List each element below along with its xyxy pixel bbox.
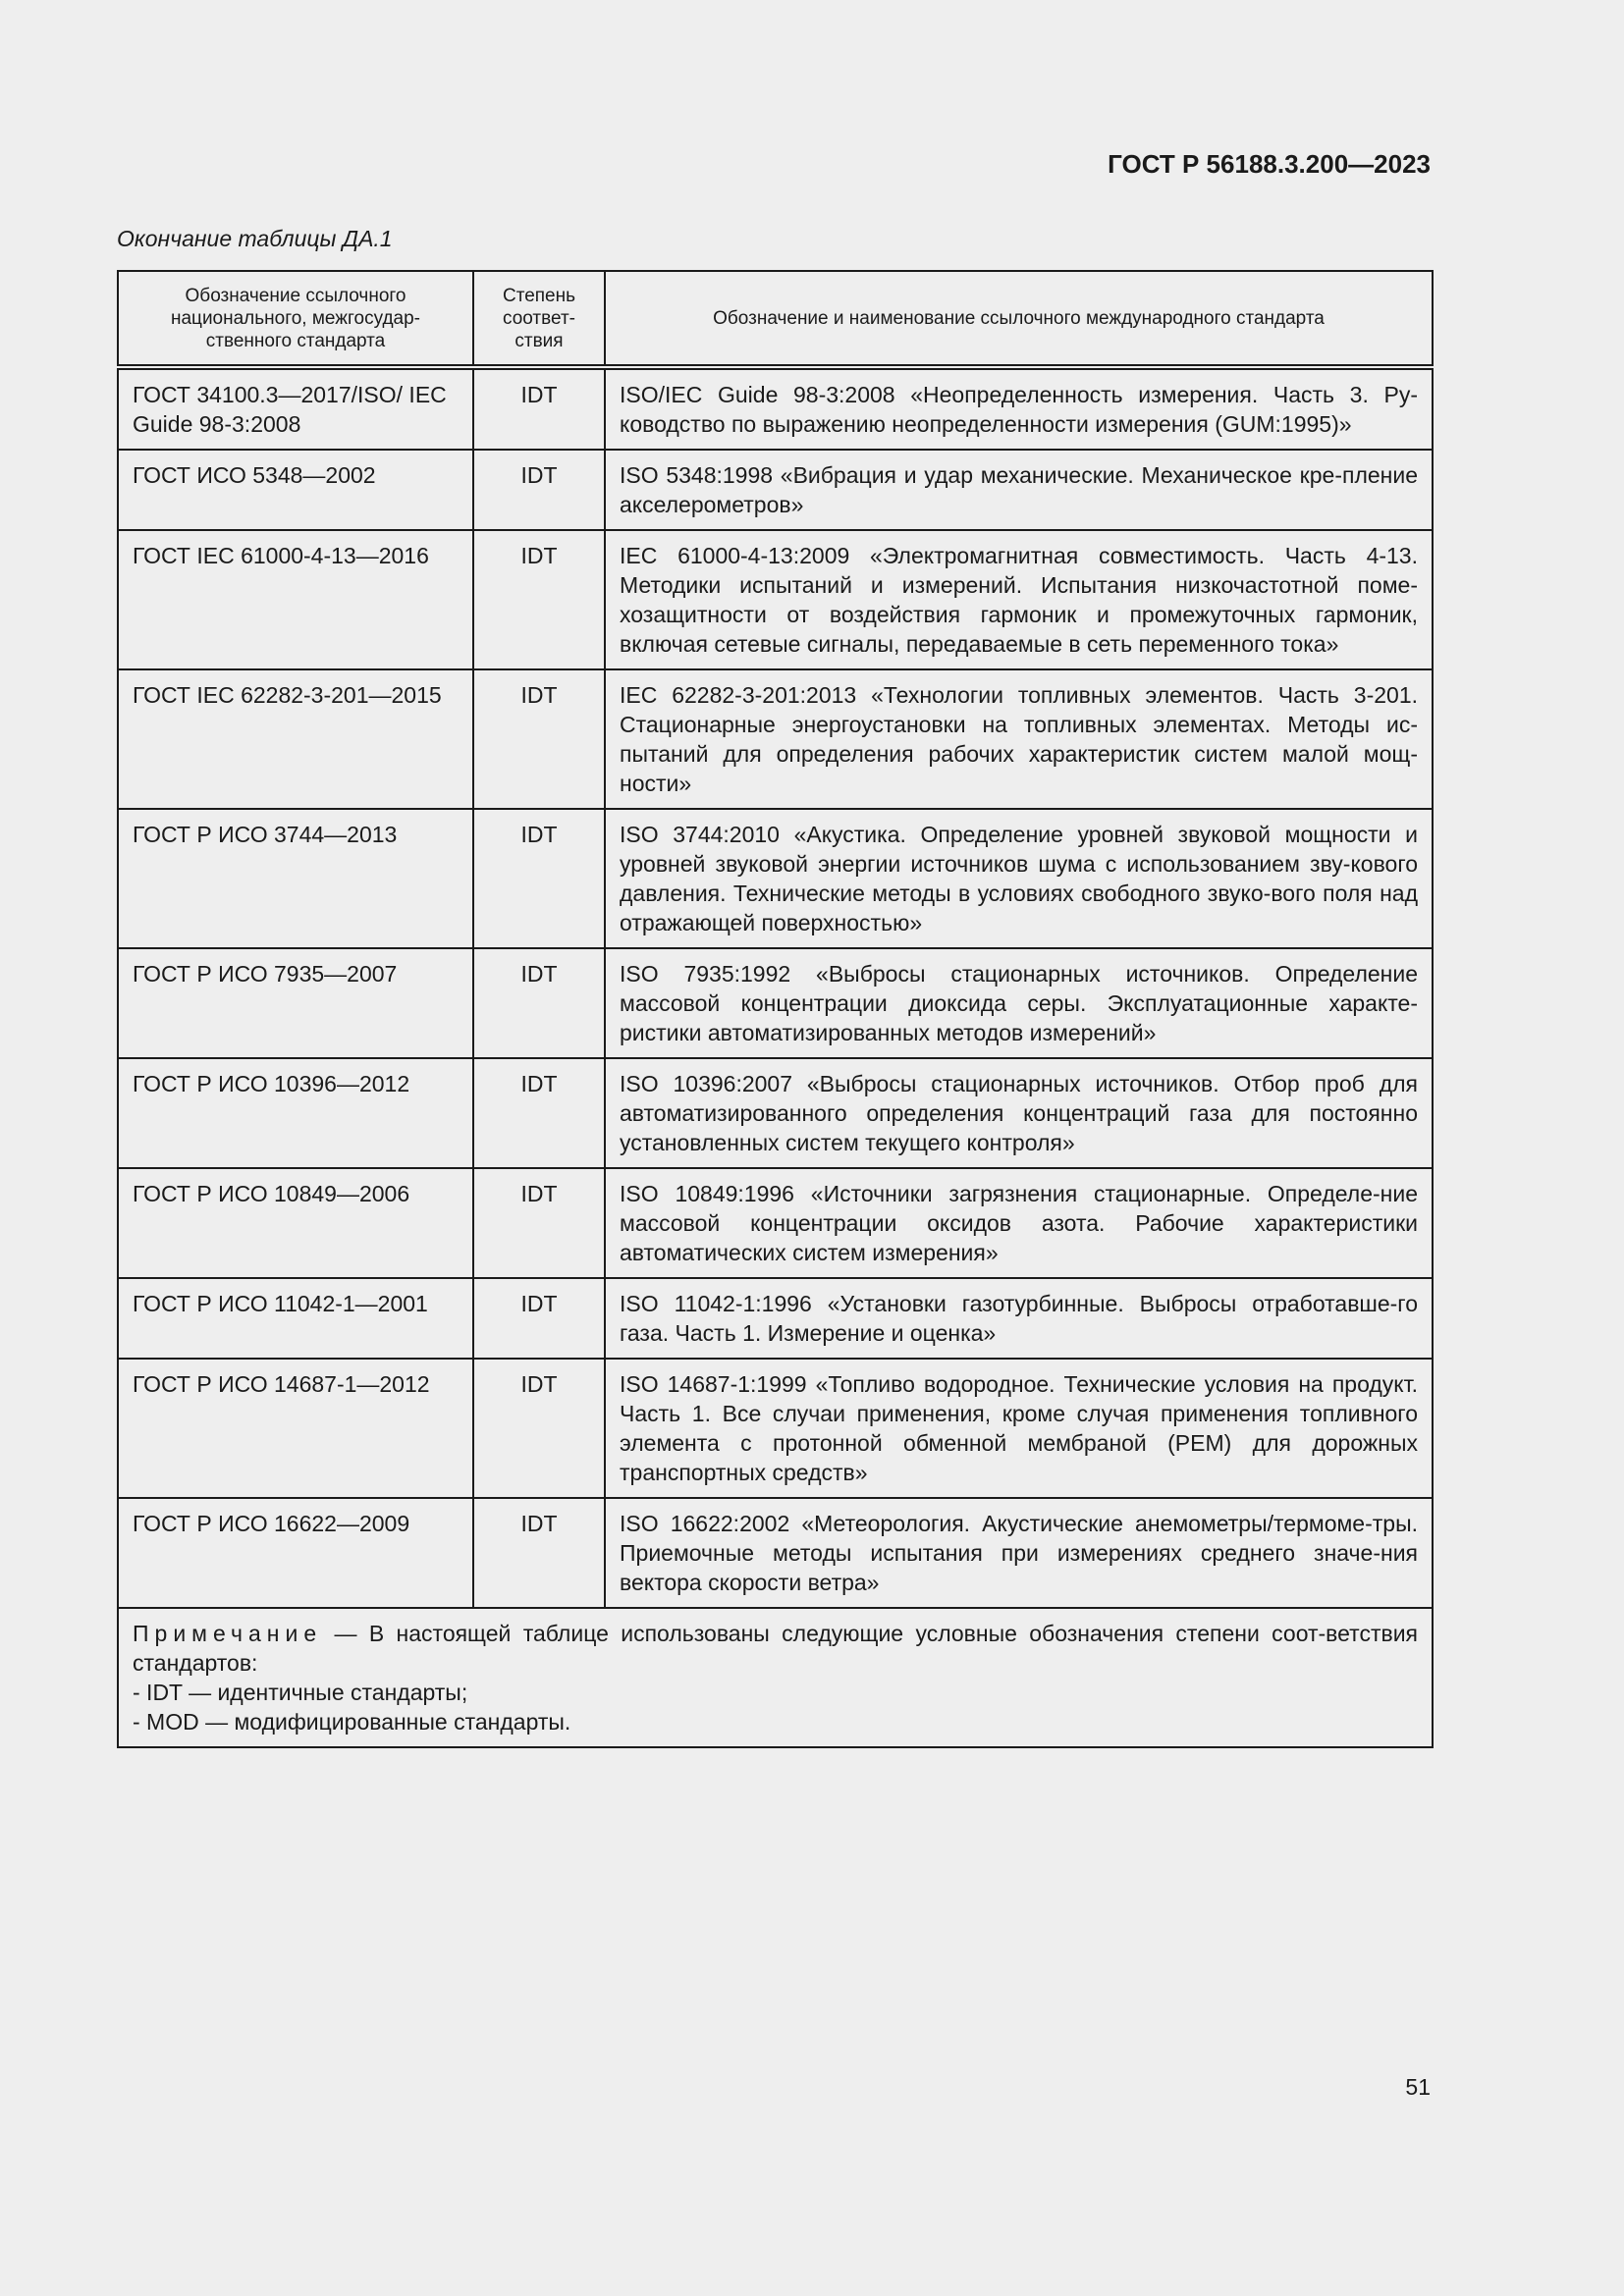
national-standard-cell: ГОСТ IEC 61000-4-13—2016 <box>118 530 473 669</box>
national-standard-cell: ГОСТ Р ИСО 7935—2007 <box>118 948 473 1058</box>
note-paragraph <box>133 1619 1418 1678</box>
table-row <box>118 450 1433 530</box>
column-header-degree: Степень соответ-ствия <box>473 271 605 367</box>
page-number: 51 <box>1405 2074 1431 2100</box>
international-standard-cell: ISO 10396:2007 «Выбросы стационарных источников. Отбор проб для автоматизированного определения концентраций газа для постоянно установленных систем текущего контроля» <box>605 1058 1433 1168</box>
table-row <box>118 1498 1433 1608</box>
international-standard-cell: ISO 7935:1992 «Выбросы стационарных источников. Определение массовой концентрации диоксида серы. Эксплуатационные характе-ристики автоматизированных методов измерений» <box>605 948 1433 1058</box>
degree-cell: IDT <box>473 1058 605 1168</box>
international-standard-cell: ISO 16622:2002 «Метеорология. Акустические анемометры/термоме-тры. Приемочные методы испытания при измерениях среднего значе-ния вектора скорости ветра» <box>605 1498 1433 1608</box>
national-standard-cell: ГОСТ Р ИСО 10849—2006 <box>118 1168 473 1278</box>
note-item-mod: - MOD — модифицированные стандарты. <box>133 1709 571 1735</box>
reference-standards-table <box>117 270 1434 1748</box>
national-standard-cell: ГОСТ ИСО 5348—2002 <box>118 450 473 530</box>
table-row <box>118 1278 1433 1359</box>
table-row <box>118 1168 1433 1278</box>
table-row <box>118 367 1433 450</box>
column-header-international: Обозначение и наименование ссылочного международного стандарта <box>605 271 1433 367</box>
degree-cell: IDT <box>473 1168 605 1278</box>
table-header-row <box>118 271 1433 367</box>
degree-cell: IDT <box>473 809 605 948</box>
table-row <box>118 809 1433 948</box>
table-row <box>118 1359 1433 1498</box>
document-designation: ГОСТ Р 56188.3.200—2023 <box>1108 149 1431 179</box>
degree-cell: IDT <box>473 948 605 1058</box>
international-standard-cell: IEC 62282-3-201:2013 «Технологии топливных элементов. Часть 3-201. Стационарные энергоустановки на топливных элементах. Методы ис-пытаний для определения рабочих характеристик систем малой мощ-ности» <box>605 669 1433 809</box>
degree-cell: IDT <box>473 367 605 450</box>
table-note <box>118 1608 1433 1747</box>
table-row <box>118 948 1433 1058</box>
degree-cell: IDT <box>473 450 605 530</box>
national-standard-cell: ГОСТ Р ИСО 11042-1—2001 <box>118 1278 473 1359</box>
note-row <box>118 1608 1433 1747</box>
degree-cell: IDT <box>473 669 605 809</box>
table-caption: Окончание таблицы ДА.1 <box>117 226 393 251</box>
national-standard-cell: ГОСТ Р ИСО 3744—2013 <box>118 809 473 948</box>
column-header-national: Обозначение ссылочного национального, межгосудар-ственного стандарта <box>118 271 473 367</box>
degree-cell: IDT <box>473 530 605 669</box>
international-standard-cell: IEC 61000-4-13:2009 «Электромагнитная совместимость. Часть 4-13. Методики испытаний и измерений. Испытания низкочастотной поме-хозащитности от воздействия гармоник и промежуточных гармоник, включая сетевые сигналы, передаваемые в сеть переменного тока» <box>605 530 1433 669</box>
note-text: — В настоящей таблице использованы следующие условные обозначения степени соот-ветствия стандартов: <box>133 1621 1418 1676</box>
national-standard-cell: ГОСТ Р ИСО 10396—2012 <box>118 1058 473 1168</box>
note-item-idt: - IDT — идентичные стандарты; <box>133 1680 468 1705</box>
degree-cell: IDT <box>473 1498 605 1608</box>
international-standard-cell: ISO 11042-1:1996 «Установки газотурбинные. Выбросы отработавше-го газа. Часть 1. Измерение и оценка» <box>605 1278 1433 1359</box>
national-standard-cell: ГОСТ IEC 62282-3-201—2015 <box>118 669 473 809</box>
international-standard-cell: ISO 14687-1:1999 «Топливо водородное. Технические условия на продукт. Часть 1. Все случаи применения, кроме случая применения топливного элемента с протонной обменной мембраной (PEM) для дорожных транспортных средств» <box>605 1359 1433 1498</box>
degree-cell: IDT <box>473 1359 605 1498</box>
degree-cell: IDT <box>473 1278 605 1359</box>
table-row <box>118 530 1433 669</box>
international-standard-cell: ISO 5348:1998 «Вибрация и удар механические. Механическое кре-пление акселерометров» <box>605 450 1433 530</box>
international-standard-cell: ISO/IEC Guide 98-3:2008 «Неопределенность измерения. Часть 3. Ру-ководство по выражению неопределенности измерения (GUM:1995)» <box>605 367 1433 450</box>
table-row <box>118 1058 1433 1168</box>
national-standard-cell: ГОСТ Р ИСО 14687-1—2012 <box>118 1359 473 1498</box>
international-standard-cell: ISO 10849:1996 «Источники загрязнения стационарные. Определе-ние массовой концентрации оксидов азота. Рабочие характеристики автоматических систем измерения» <box>605 1168 1433 1278</box>
note-label: Примечание <box>133 1621 323 1646</box>
national-standard-cell: ГОСТ 34100.3—2017/ISO/ IEC Guide 98-3:2008 <box>118 367 473 450</box>
international-standard-cell: ISO 3744:2010 «Акустика. Определение уровней звуковой мощности и уровней звуковой энергии источников шума с использованием зву-кового давления. Технические методы в условиях свободного звуко-вого поля над отражающей поверхностью» <box>605 809 1433 948</box>
national-standard-cell: ГОСТ Р ИСО 16622—2009 <box>118 1498 473 1608</box>
table-row <box>118 669 1433 809</box>
